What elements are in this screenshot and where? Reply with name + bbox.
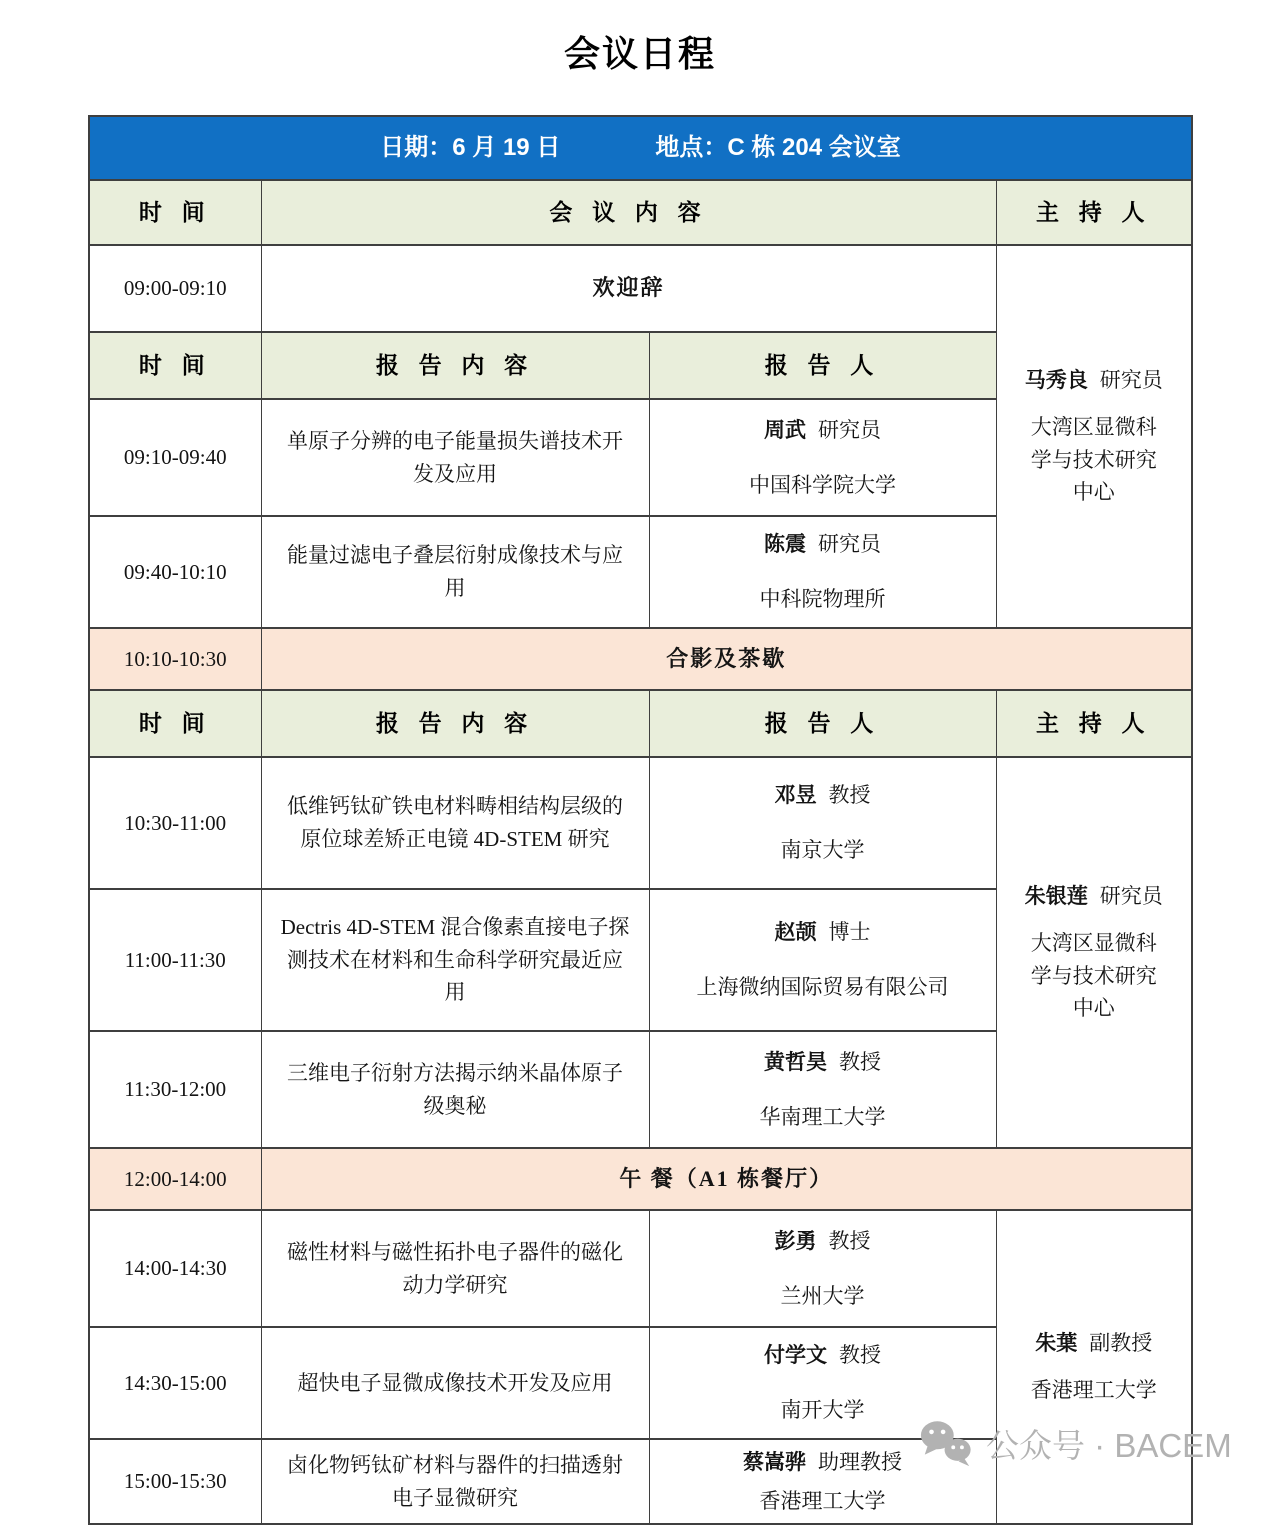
banner-location: 地点：C 栋 204 会议室: [655, 134, 901, 162]
header-cell-speaker: 报 告 人: [649, 332, 996, 399]
speaker-title: 教授: [828, 783, 871, 808]
content-cell: 单原子分辨的电子能量损失谱技术开发及应用: [261, 399, 649, 516]
header-cell-host: 主 持 人: [996, 690, 1192, 757]
speaker-name: 周武: [764, 417, 806, 442]
speaker-cell: [649, 1031, 996, 1148]
speaker-name: 邓昱: [774, 783, 817, 808]
speaker-name-line: [666, 779, 980, 812]
speaker-affiliation: 香港理工大学: [759, 1488, 886, 1513]
host-affiliation: 香港理工大学: [1030, 1378, 1157, 1402]
speaker-affiliation: 兰州大学: [780, 1283, 865, 1308]
host-name-line: [1013, 880, 1176, 913]
time-cell: 10:30-11:00: [89, 757, 261, 889]
content-cell: 卤化物钙钛矿材料与器件的扫描透射电子显微研究: [261, 1439, 649, 1524]
content-cell: Dectris 4D-STEM 混合像素直接电子探测技术在材料和生命科学研究最近应用: [261, 889, 649, 1031]
speaker-title: 博士: [828, 920, 871, 945]
content-cell: 低维钙钛矿铁电材料畴相结构层级的原位球差矫正电镜 4D-STEM 研究: [261, 757, 649, 889]
banner-cell: [89, 116, 1192, 180]
speaker-title: 教授: [839, 1343, 881, 1368]
speaker-name: 黄哲昊: [764, 1049, 827, 1074]
banner-row: [89, 116, 1192, 180]
host-cell: [996, 1210, 1192, 1524]
content-cell: 三维电子衍射方法揭示纳米晶体原子级奥秘: [261, 1031, 649, 1148]
speaker-cell: [649, 889, 996, 1031]
host-title: 研究员: [1099, 884, 1163, 909]
host-affiliation: 大湾区显微科学与技术研究中心: [1030, 414, 1157, 505]
break-row: [89, 628, 1192, 690]
speaker-title: 教授: [839, 1049, 881, 1074]
speaker-name: 蔡嵩骅: [743, 1449, 806, 1474]
speaker-name: 彭勇: [774, 1228, 817, 1253]
speaker-affiliation: 南开大学: [780, 1398, 865, 1422]
content-cell: 能量过滤电子叠层衍射成像技术与应用: [261, 516, 649, 628]
header-cell-content: 会 议 内 容: [261, 180, 996, 245]
speaker-name-line: [666, 1339, 980, 1372]
content-cell: 欢迎辞: [261, 245, 996, 332]
header-cell-content: 报 告 内 容: [261, 332, 649, 399]
speaker-title: 助理教授: [818, 1449, 902, 1474]
host-name: 朱葉: [1035, 1331, 1078, 1356]
header-row-session1: [89, 180, 1192, 245]
table-row-talk3: [89, 757, 1192, 889]
speaker-name-line: [666, 1225, 980, 1258]
banner-date: 日期：6 月 19 日: [380, 134, 561, 162]
host-name-line: [1013, 1327, 1176, 1360]
speaker-name-line: [666, 528, 980, 561]
speaker-name-line: [666, 1046, 980, 1079]
speaker-affiliation: 中国科学院大学: [749, 472, 896, 497]
welcome-row: [89, 245, 1192, 332]
wechat-icon: [918, 1418, 974, 1468]
header-cell-speaker: 报 告 人: [649, 690, 996, 757]
time-cell: 11:30-12:00: [89, 1031, 261, 1148]
lunch-row: [89, 1148, 1192, 1210]
speaker-name: 付学文: [764, 1343, 827, 1368]
speaker-name-line: [666, 916, 980, 949]
host-cell: [996, 757, 1192, 1148]
time-cell: 14:00-14:30: [89, 1210, 261, 1327]
host-name: 朱银莲: [1024, 884, 1088, 909]
time-cell: 11:00-11:30: [89, 889, 261, 1031]
time-cell: 10:10-10:30: [89, 628, 261, 690]
speaker-name-line: [666, 414, 980, 447]
content-cell: 合影及茶歇: [261, 628, 1192, 690]
speaker-affiliation: 华南理工大学: [759, 1104, 886, 1129]
watermark: [918, 1418, 1232, 1468]
speaker-title: 教授: [828, 1228, 871, 1253]
page-title: 会议日程: [563, 33, 716, 74]
host-name: 马秀良: [1024, 368, 1088, 393]
speaker-affiliation: 上海微纳国际贸易有限公司: [696, 975, 949, 999]
host-title: 副教授: [1089, 1331, 1153, 1356]
host-name-line: [1013, 364, 1176, 397]
time-cell: 09:00-09:10: [89, 245, 261, 332]
content-cell: 磁性材料与磁性拓扑电子器件的磁化动力学研究: [261, 1210, 649, 1327]
header-cell-time: 时 间: [89, 690, 261, 757]
header-cell-content: 报 告 内 容: [261, 690, 649, 757]
speaker-name: 赵颉: [774, 920, 817, 945]
speaker-name: 陈震: [764, 532, 806, 557]
speaker-title: 研究员: [818, 417, 881, 442]
host-title: 研究员: [1099, 368, 1163, 393]
header-cell-time: 时 间: [89, 332, 261, 399]
host-cell: [996, 245, 1192, 628]
speaker-cell: [649, 399, 996, 516]
speaker-cell: [649, 1210, 996, 1327]
speaker-affiliation: 中科院物理所: [759, 587, 886, 611]
header-cell-host: 主 持 人: [996, 180, 1192, 245]
time-cell: 15:00-15:30: [89, 1439, 261, 1524]
content-cell: 超快电子显微成像技术开发及应用: [261, 1327, 649, 1439]
header-cell-time: 时 间: [89, 180, 261, 245]
content-cell: 午 餐（A1 栋餐厅）: [261, 1148, 1192, 1210]
watermark-text: 公众号 · BACEM: [986, 1426, 1232, 1464]
time-cell: 14:30-15:00: [89, 1327, 261, 1439]
header-row-session2: [89, 690, 1192, 757]
host-affiliation: 大湾区显微科学与技术研究中心: [1030, 930, 1157, 1021]
time-cell: 12:00-14:00: [89, 1148, 261, 1210]
speaker-title: 研究员: [818, 532, 881, 557]
speaker-cell: [649, 516, 996, 628]
speaker-cell: [649, 757, 996, 889]
speaker-affiliation: 南京大学: [780, 838, 865, 862]
time-cell: 09:10-09:40: [89, 399, 261, 516]
table-row-talk6: [89, 1210, 1192, 1327]
schedule-table: [88, 115, 1193, 1525]
time-cell: 09:40-10:10: [89, 516, 261, 628]
